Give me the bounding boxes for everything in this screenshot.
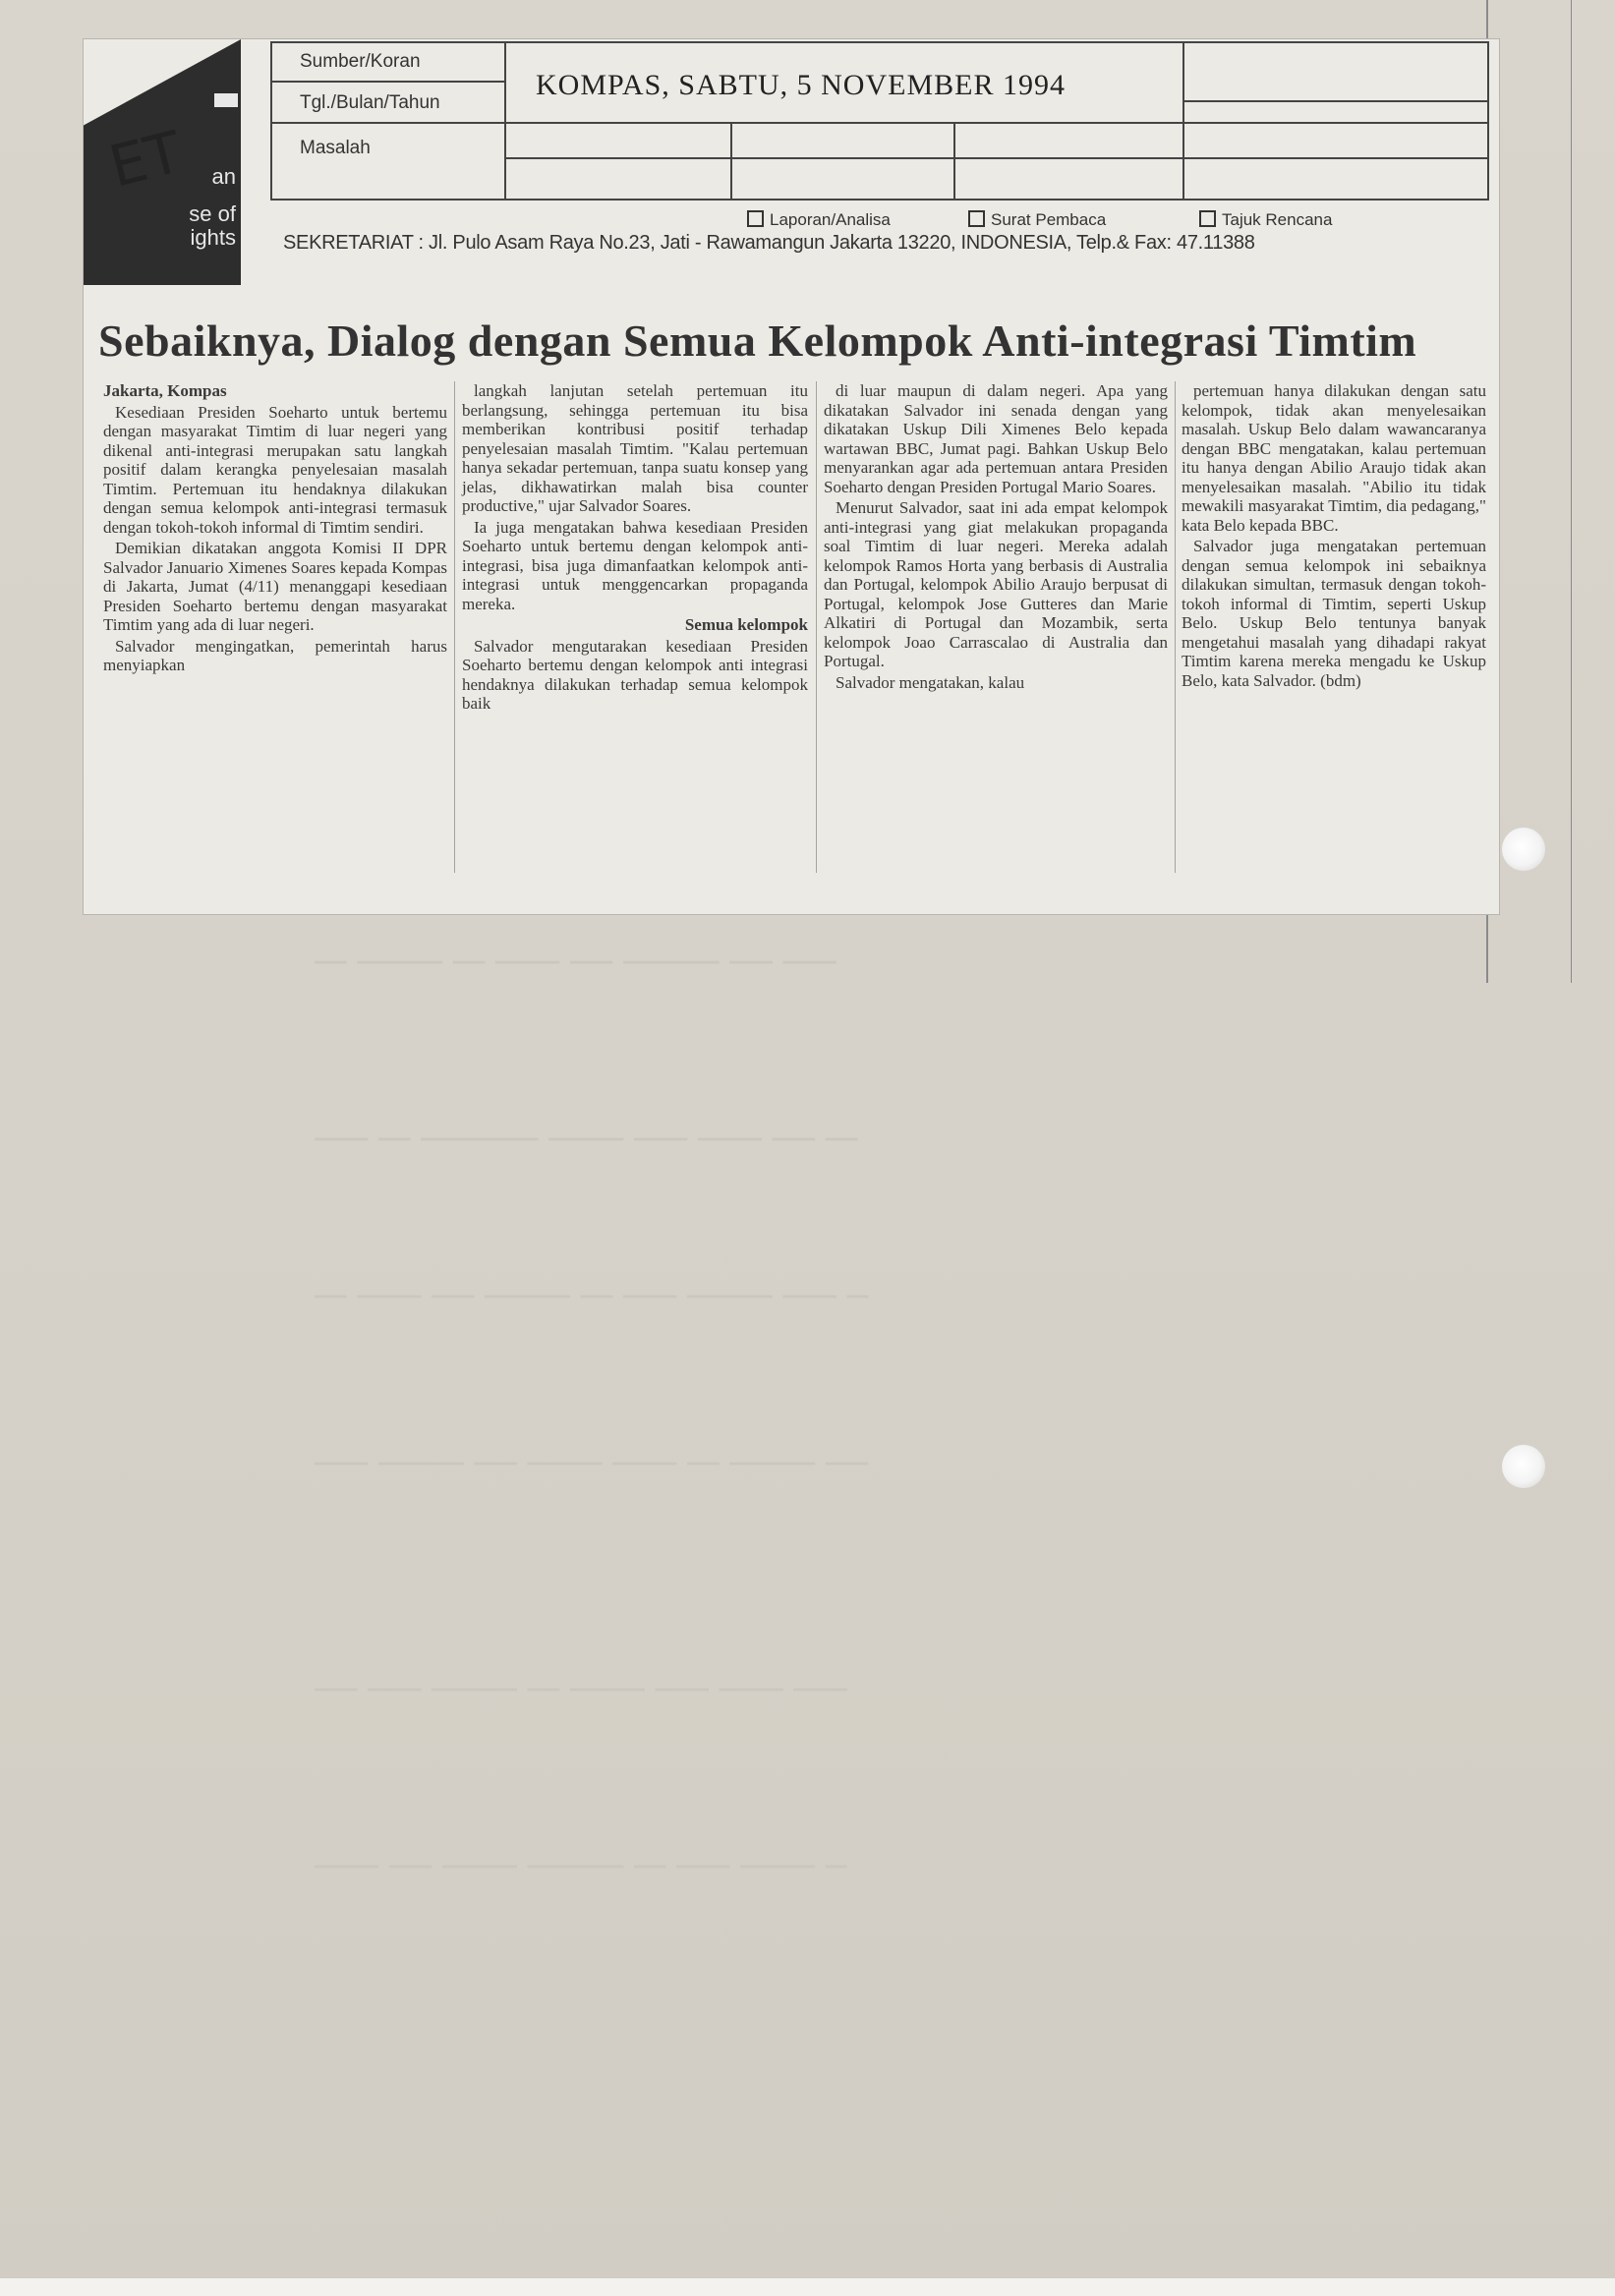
form-rule <box>953 122 955 201</box>
checkbox-surat-pembaca: Surat Pembaca <box>968 210 1106 230</box>
article-headline: Sebaiknya, Dialog dengan Semua Kelompok Anti-integrasi Timtim <box>98 316 1417 366</box>
checkbox-icon <box>747 210 764 227</box>
form-rule <box>1184 100 1489 102</box>
punch-hole <box>1502 828 1545 871</box>
bleed-through-text: ▁▁▁ ▁▁▁▁▁▁ ▁▁▁▁ ▁▁▁▁▁▁▁▁ ▁▁▁ ▁▁▁▁▁ ▁▁▁▁▁▁▁▁ ▁▁▁▁▁ ▁▁ <box>315 1280 869 1299</box>
form-rule <box>1487 41 1489 201</box>
publication-date: KOMPAS, SABTU, 5 NOVEMBER 1994 <box>536 69 1066 101</box>
secretariat-address: SEKRETARIAT : Jl. Pulo Asam Raya No.23, Jati - Rawamangun Jakarta 13220, INDONESIA, Telp.& Fax: 47.11388 <box>283 232 1255 254</box>
article-column-2 <box>462 381 808 716</box>
form-rule <box>270 199 1489 201</box>
bleed-through-text: ▁▁▁▁▁ ▁▁▁▁▁▁▁▁ ▁▁▁▁ ▁▁▁▁▁▁▁ ▁▁▁▁▁▁ ▁▁▁ ▁▁▁▁▁▁▁▁ ▁▁▁▁ <box>315 1447 869 1466</box>
article-paragraph: Demikian dikatakan anggota Komisi II DPR Salvador Januario Ximenes Soares kepada Kompas di Jakarta, Jumat (4/11) menanggapi kesediaan Presiden Soeharto bertemu dengan masyarakat Timtim yang ada di luar negeri. <box>103 539 447 634</box>
form-rule <box>506 157 1489 159</box>
form-rule <box>504 41 506 201</box>
scan-bottom-edge <box>0 2278 1615 2296</box>
column-rule <box>816 381 817 873</box>
article-paragraph: langkah lanjutan setelah pertemuan itu berlangsung, sehingga pertemuan itu bisa memberikan kontribusi positif terhadap penyelesaian masalah Timtim. "Kalau pertemuan hanya sekadar pertemuan, tanpa suatu konsep yang jelas, dikhawatirkan malah bisa counter productive," ujar Salvador Soares. <box>462 381 808 515</box>
form-rule <box>270 41 272 201</box>
article-paragraph: pertemuan hanya dilakukan dengan satu kelompok, tidak akan menyelesaikan masalah. Uskup Belo dalam wawancaranya dengan BBC mengatakan, kalau pertemuan itu hanya dengan Abilio Araujo tidak akan menyelesaikan masalah. "Abilio itu tidak mewakili masyarakat Timtim, dia pedagang," kata Belo kepada BBC. <box>1182 381 1486 535</box>
checkbox-tajuk-rencana: Tajuk Rencana <box>1199 210 1332 230</box>
form-rule <box>270 122 1489 124</box>
article-paragraph: Salvador mengingatkan, pemerintah harus menyiapkan <box>103 636 447 674</box>
article-paragraph: Ia juga mengatakan bahwa kesediaan Presiden Soeharto untuk bertemu dengan kelompok anti-integrasi, bisa juga dimanfaatkan kelompok anti-integrasi untuk menggencarkan propaganda mereka. <box>462 517 808 613</box>
form-rule <box>1182 41 1184 201</box>
label-source: Sumber/Koran <box>300 51 421 72</box>
article-paragraph: Menurut Salvador, saat ini ada empat kelompok anti-integrasi yang giat melakukan propaganda soal Timtim di luar negeri. Mereka adalah kelompok Ramos Horta yang berbasis di Australia dan Portugal, kelompok Abilio Araujo berpusat di Portugal, kelompok Jose Gutteres dan Marie Alkatiri di Portugal dan Mozambik, serta kelompok Joao Carrascalao di Australia dan Portugal. <box>824 498 1168 670</box>
checkbox-laporan: Laporan/Analisa <box>747 210 891 230</box>
article-column-4 <box>1182 381 1486 692</box>
label-issue: Masalah <box>300 138 371 158</box>
article-paragraph: Salvador juga mengatakan pertemuan dengan semua kelompok ini sebaiknya dilakukan simultan, termasuk dengan tokoh-tokoh informal di Timtim, seperti Uskup Belo. Uskup Belo tentunya banyak mengetahui masalah yang dihadapi rakyat Timtim karena mereka mengadu ke Uskup Belo, kata Salvador. (bdm) <box>1182 537 1486 690</box>
bleed-through-text: ▁▁▁▁ ▁▁▁▁▁ ▁▁▁▁▁▁▁▁ ▁▁▁ ▁▁▁▁▁▁▁ ▁▁▁▁▁ ▁▁▁▁▁▁ ▁▁▁▁▁ <box>315 1673 847 1693</box>
bleed-through-text: ▁▁▁▁▁▁ ▁▁▁▁ ▁▁▁▁▁▁▁ ▁▁▁▁▁▁▁▁▁ ▁▁▁ ▁▁▁▁▁ ▁▁▁▁▁▁▁ ▁▁ <box>315 1850 847 1869</box>
checkbox-icon <box>1199 210 1216 227</box>
column-rule <box>454 381 455 873</box>
article-subheading: Semua kelompok <box>684 615 808 634</box>
form-rule <box>270 41 1489 43</box>
article-paragraph: di luar maupun di dalam negeri. Apa yang dikatakan Salvador ini senada dengan yang dikatakan Uskup Dili Ximenes Belo kepada wartawan BBC, Jumat pagi. Bahkan Uskup Belo menyarankan agar ada pertemuan antara Presiden Soeharto dengan Presiden Portugal Mario Soares. <box>824 381 1168 496</box>
article-column-3 <box>824 381 1168 694</box>
tab-text-line: an <box>211 164 236 189</box>
clipping-header-form <box>270 41 1489 229</box>
article-paragraph: Salvador mengutarakan kesediaan Presiden Soeharto bertemu dengan kelompok anti integrasi hendaknya dilakukan terhadap semua kelompok baik <box>462 636 808 713</box>
form-rule <box>270 81 506 83</box>
logo-mark <box>214 93 238 107</box>
tab-text-line: se of <box>189 201 236 226</box>
label-date: Tgl./Bulan/Tahun <box>300 92 440 113</box>
article-column-1 <box>103 381 447 677</box>
article-byline: Jakarta, Kompas <box>103 381 227 400</box>
column-rule <box>1175 381 1176 873</box>
article-paragraph: Salvador mengatakan, kalau <box>836 672 1025 692</box>
bleed-through-text: ▁▁▁▁▁ ▁▁▁ ▁▁▁▁▁▁▁▁▁▁▁ ▁▁▁▁▁▁▁ ▁▁▁▁▁ ▁▁▁▁▁▁ ▁▁▁▁ ▁▁▁ <box>315 1122 858 1142</box>
fold-line <box>1571 0 1572 983</box>
checkbox-icon <box>968 210 985 227</box>
bleed-through-text: ▁▁▁ ▁▁▁▁▁▁▁▁ ▁▁▁ ▁▁▁▁▁▁ ▁▁▁▁ ▁▁▁▁▁▁▁▁▁ ▁▁▁▁ ▁▁▁▁▁ <box>315 946 836 965</box>
form-rule <box>730 122 732 201</box>
handwritten-annotation: ET <box>102 118 189 201</box>
tab-text-line: ights <box>190 225 236 250</box>
article-paragraph: Kesediaan Presiden Soeharto untuk bertemu dengan masyarakat Timtim di luar negeri yang dikenal anti-integrasi merupakan satu langkah positif dalam kerangka penyelesaian masalah Timtim. Pertemuan itu hendaknya dilakukan dengan semua kelompok anti-integrasi termasuk dengan tokoh-tokoh informal di Timtim sendiri. <box>103 402 447 537</box>
punch-hole <box>1502 1445 1545 1488</box>
